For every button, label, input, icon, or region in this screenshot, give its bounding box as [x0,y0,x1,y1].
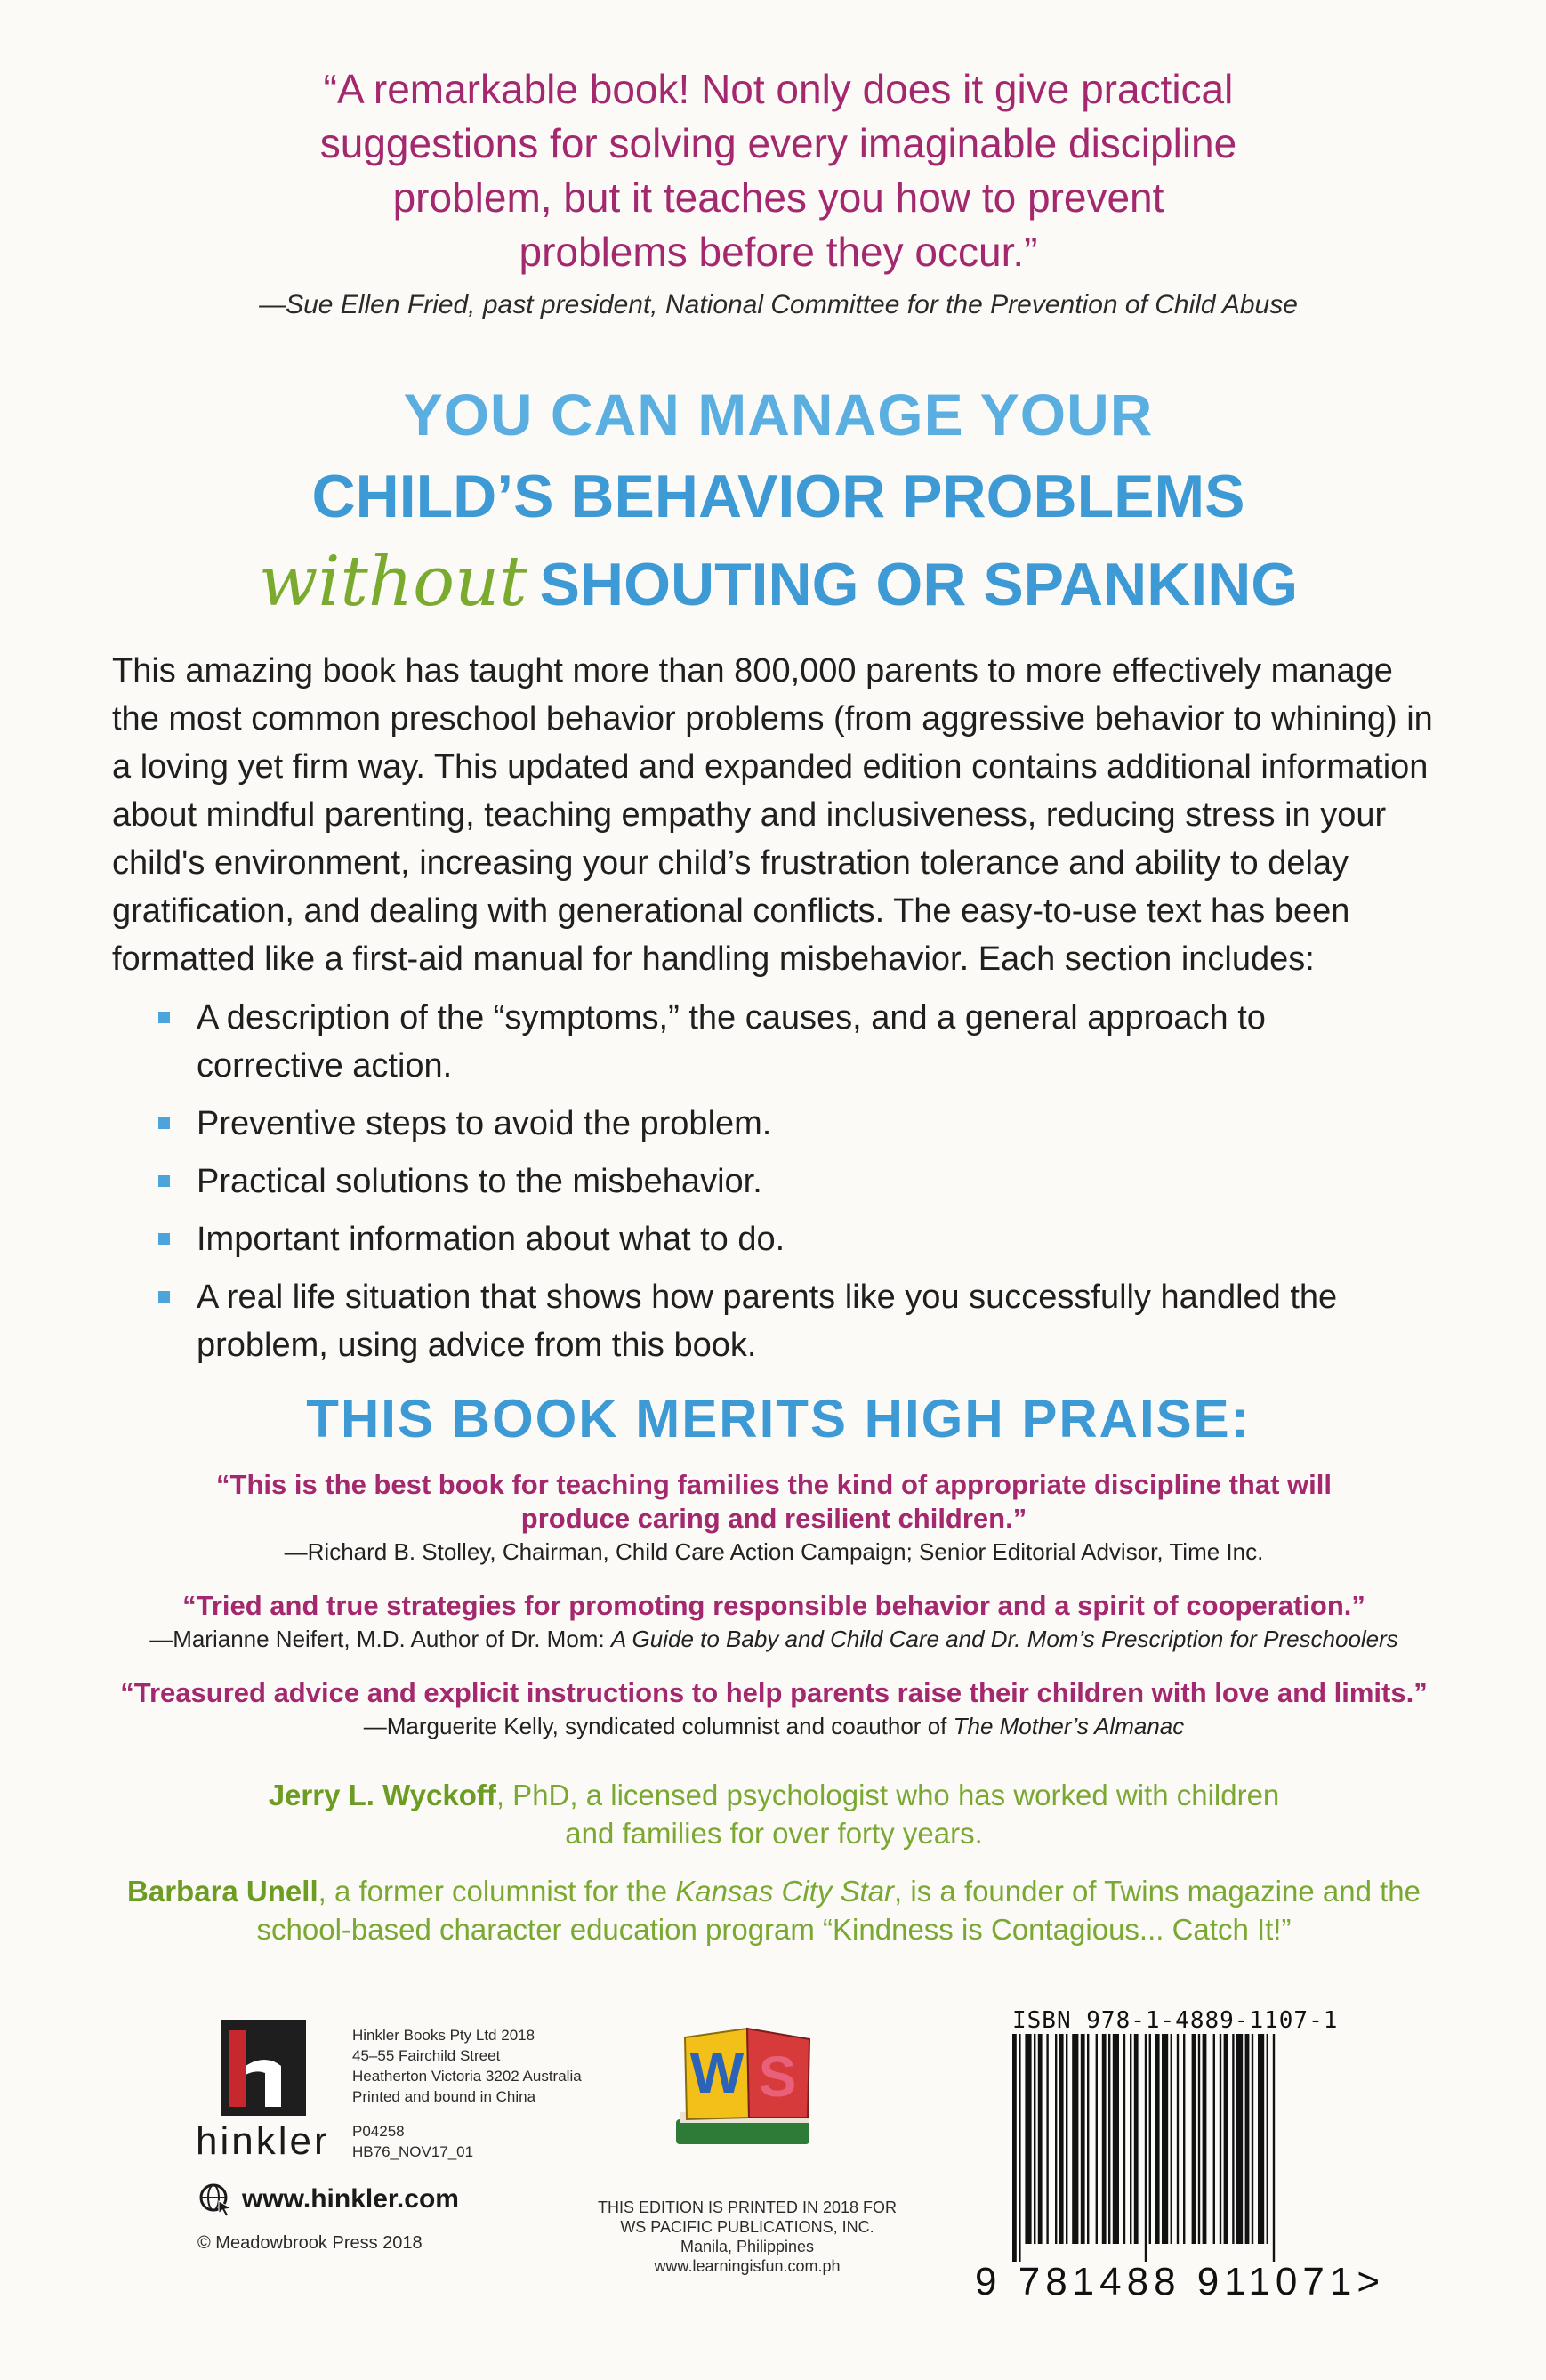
praise-attribution: —Marguerite Kelly, syndicated columnist and coauthor of The Mother’s Almanac [363,1713,1185,1739]
barcode-bar [1066,2034,1067,2244]
praise-quote-2 [89,1589,1459,1655]
barcode-bar [1192,2034,1196,2244]
list-item: Important information about what to do. [158,1215,1368,1263]
barcode-bar [1019,2034,1020,2262]
barcode-bar [1108,2034,1110,2244]
barcode-bar [1232,2034,1234,2244]
publisher-name: hinkler [196,2119,330,2163]
barcode-bar [1113,2034,1119,2244]
bullet-square-icon [158,1012,170,1023]
barcode-bar [1213,2034,1215,2244]
barcode-bar [1171,2034,1172,2244]
barcode-bar [1236,2034,1243,2244]
praise-quote-text: “This is the best book for teaching families the kind of appropriate discipline that will [216,1469,1332,1500]
headline-script-word: without [258,542,527,622]
barcode-bar [1155,2034,1160,2244]
barcode-bar [1134,2034,1139,2244]
praise-attribution: —Marianne Neifert, M.D. Author of Dr. Mom: A Guide to Baby and Child Care and Dr. Mom’s Prescription for Preschoolers [149,1626,1398,1652]
praise-quote-text: “Tried and true strategies for promoting responsible behavior and a spirit of cooperation.” [182,1590,1365,1621]
barcode-bar [1183,2034,1185,2244]
barcode-bar [1162,2034,1168,2244]
isbn-label: ISBN 978-1-4889-1107-1 [1012,2007,1339,2034]
svg-text:S: S [758,2045,797,2109]
barcode-digits: 9 781488 911071> [975,2260,1386,2303]
publisher-imprint: Hinkler Books Pty Ltd 2018 45–55 Fairchild Street Heatherton Victoria 3202 Australia Printed and bound in China [352,2027,582,2105]
bullet-square-icon [158,1175,170,1187]
barcode-bar [1025,2034,1031,2244]
intro-paragraph: This amazing book has taught more than 800,000 parents to more effectively manage the most common preschool behavior problems (from aggressive behavior to whining) in a loving yet firm way. This updated and expanded edition contains additional information about mindful parenting, teaching empathy and inclusiveness, reducing stress in your child's environment, increasing your child’s frustration tolerance and ability to delay gratification, and dealing with generational conflicts. The easy-to-use text has been formatted like a first-aid manual for handling misbehavior. Each section includes: [112,652,1433,978]
ws-pacific-logo-icon [667,2020,827,2153]
headline [133,374,1423,629]
barcode-bar [1203,2034,1207,2244]
list-item: Practical solutions to the misbehavior. [158,1158,1368,1206]
barcode-bar [1055,2034,1057,2244]
barcode-bar [1102,2034,1107,2244]
copyright-line: © Meadowbrook Press 2018 [197,2233,423,2253]
feature-list [158,994,1368,1379]
praise-attribution: —Richard B. Stolley, Chairman, Child Care Action Campaign; Senior Editorial Advisor, Time Inc. [284,1538,1264,1565]
barcode-bar [1224,2034,1228,2244]
distributor-note: THIS EDITION IS PRINTED IN 2018 FOR WS PACIFIC PUBLICATIONS, INC. Manila, Philippines www.learningisfun.com.ph [597,2198,898,2275]
barcode [1009,2034,1338,2262]
list-item: Preventive steps to avoid the problem. [158,1100,1368,1148]
barcode-bar [1258,2034,1264,2244]
headline-line-3 [133,537,1423,629]
list-item: A description of the “symptoms,” the causes, and a general approach to corrective action. [158,994,1368,1090]
praise-heading: THIS BOOK MERITS HIGH PRAISE: [306,1389,1251,1448]
barcode-bar [1220,2034,1221,2244]
barcode-bar [1177,2034,1179,2244]
list-item: A real life situation that shows how parents like you successfully handled the problem, using advice from this book. [158,1273,1368,1369]
barcode-bar [1087,2034,1089,2244]
top-quote [178,62,1379,279]
headline-line-1: YOU CAN MANAGE YOUR [403,382,1154,448]
barcode-bar [1059,2034,1064,2244]
hinkler-logo-icon [221,2020,306,2116]
author-bio-unell: Barbara Unell, a former columnist for the Kansas City Star, is a founder of Twins magazine and the school-based character education program “Kindness is Contagious... Catch It!” [127,1875,1421,1946]
barcode-bar [1123,2034,1125,2244]
headline-line-3-rest: SHOUTING OR SPANKING [539,551,1299,618]
publisher-website[interactable]: www.hinkler.com [197,2182,459,2217]
bullet-square-icon [158,1233,170,1245]
barcode-bar [1046,2034,1048,2244]
headline-line-2: CHILD’S BEHAVIOR PROBLEMS [311,463,1245,530]
top-quote-attribution: —Sue Ellen Fried, past president, National Committee for the Prevention of Child Abuse [259,290,1298,319]
praise-quote-1 [89,1468,1459,1568]
bullet-square-icon [158,1117,170,1129]
barcode-bar [1145,2034,1147,2262]
author-bio-wyckoff: Jerry L. Wyckoff, PhD, a licensed psychologist who has worked with children and families for over forty years. [268,1779,1280,1850]
top-quote-line: problem, but it teaches you how to prevent [392,174,1164,221]
barcode-bar [1012,2034,1017,2262]
publisher-codes: P04258 HB76_NOV17_01 [352,2123,474,2160]
barcode-bar [1096,2034,1098,2244]
barcode-bar [1245,2034,1250,2244]
author-name: Barbara Unell [127,1875,318,1908]
globe-cursor-icon [197,2182,233,2217]
praise-quote-text: produce caring and resilient children.” [520,1503,1027,1534]
bullet-square-icon [158,1291,170,1303]
svg-text:W: W [689,2041,745,2105]
praise-quote-3 [89,1676,1459,1742]
praise-quote-text: “Treasured advice and explicit instructions to help parents raise their children with love and limits.” [120,1677,1428,1708]
barcode-bar [1149,2034,1151,2244]
top-quote-line: problems before they occur.” [519,229,1038,275]
barcode-bar [1130,2034,1131,2244]
barcode-bar [1252,2034,1253,2244]
barcode-bar [1072,2034,1078,2244]
barcode-bar [1273,2034,1275,2262]
top-quote-line: suggestions for solving every imaginable discipline [319,120,1237,166]
barcode-bar [1038,2034,1043,2244]
barcode-bar [1198,2034,1200,2244]
top-quote-line: “A remarkable book! Not only does it give practical [323,66,1234,112]
barcode-bar [1034,2034,1035,2244]
barcode-bar [1267,2034,1268,2244]
author-name: Jerry L. Wyckoff [268,1779,496,1811]
barcode-bar [1081,2034,1085,2244]
